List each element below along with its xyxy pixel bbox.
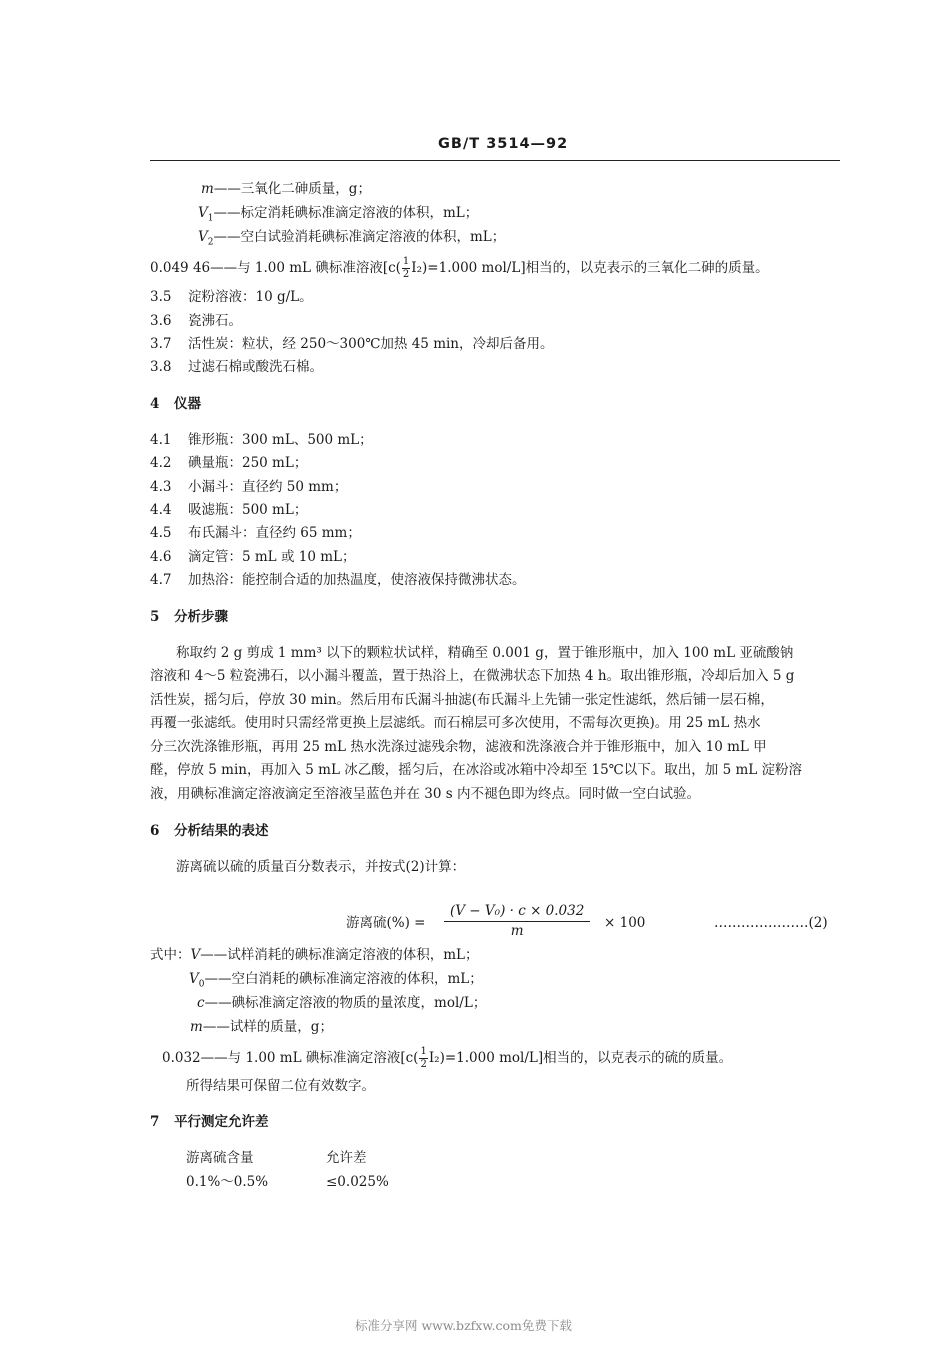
item-number: 4.1: [150, 432, 172, 448]
coefficient-line-2: [162, 1046, 732, 1071]
formula-fraction: [444, 902, 590, 940]
formula-rhs: × 100: [604, 915, 646, 931]
frac-denominator: 2: [420, 1059, 427, 1070]
section-heading-7: [150, 1112, 269, 1132]
var-def-v0: [189, 969, 483, 995]
procedure-line: 再覆一张滤纸。使用时只需经常更换上层滤纸。而石棉层可多次使用，不需每次更换)。用 25 mL 热水: [150, 715, 761, 731]
coef-text-post: I₂)=1.000 mol/L]相当的，以克表示的硫的质量。: [428, 1050, 733, 1066]
instrument-item: [150, 477, 347, 497]
var-desc: ——试样消耗的碘标准滴定溶液的体积，mL；: [200, 947, 479, 963]
item-text: 活性炭：粒状，经 250～300℃加热 45 min，冷却后备用。: [188, 336, 554, 352]
item-text: 瓷沸石。: [188, 313, 242, 329]
var-subscript: 1: [207, 213, 214, 224]
item-number: 4.2: [150, 455, 172, 471]
var-desc: ——空白消耗的碘标准滴定溶液的体积，mL；: [204, 971, 483, 987]
coef-text-pre: 0.032——与 1.00 mL 碘标准滴定溶液[c(: [162, 1050, 419, 1066]
instrument-item: [150, 570, 526, 590]
tolerance-header-content: 游离硫含量: [186, 1150, 254, 1166]
item-text: 小漏斗：直径约 50 mm；: [188, 479, 348, 495]
var-def-m2: [190, 1017, 333, 1037]
instrument-item: [150, 500, 307, 520]
var-symbol: m: [190, 1019, 203, 1035]
var-desc: ——标定消耗碘标准滴定溶液的体积，mL；: [213, 205, 479, 221]
var-symbol: m: [201, 181, 214, 197]
section-title: 分析结果的表述: [174, 823, 269, 839]
item-text: 吸滤瓶：500 mL；: [188, 502, 308, 518]
item-number: 3.7: [150, 336, 172, 352]
var-def-v: [150, 945, 479, 965]
fraction-half: [402, 256, 410, 281]
item-text: 淀粉溶液：10 g/L。: [188, 289, 313, 305]
procedure-line: 称取约 2 g 剪成 1 mm³ 以下的颗粒状试样，精确至 0.001 g，置于锥形瓶中，加入 100 mL 亚硫酸钠: [176, 645, 794, 661]
section-title: 仪器: [174, 396, 201, 412]
formula-denominator: m: [510, 923, 524, 939]
header-rule: [150, 160, 840, 161]
section-number: 7: [150, 1114, 160, 1130]
tolerance-header-allowance: 允许差: [326, 1150, 367, 1166]
reagent-item: [150, 334, 554, 354]
frac-numerator: 1: [402, 256, 410, 267]
var-symbol: c: [197, 995, 205, 1011]
item-text: 布氏漏斗：直径约 65 mm；: [188, 525, 361, 541]
retain-note: 所得结果可保留二位有效数字。: [186, 1078, 375, 1094]
var-desc: ——三氧化二砷质量，g；: [213, 181, 371, 197]
instrument-item: [150, 547, 355, 567]
coef-text-pre: 0.049 46——与 1.00 mL 碘标准溶液[c(: [150, 260, 401, 276]
instrument-item: [150, 523, 361, 543]
section-heading-6: [150, 821, 269, 841]
instrument-item: [150, 453, 307, 473]
item-number: 3.8: [150, 359, 172, 375]
procedure-line: 溶液和 4～5 粒瓷沸石，以小漏斗覆盖，置于热浴上，在微沸状态下加热 4 h。取出锥形瓶，冷却后加入 5 g: [150, 668, 795, 684]
item-number: 4.6: [150, 549, 172, 565]
var-def-c: [197, 993, 486, 1013]
section-number: 6: [150, 823, 160, 839]
section-heading-5: [150, 607, 228, 627]
var-subscript: 0: [198, 979, 205, 990]
section-heading-4: [150, 394, 201, 414]
footer-watermark: 标准分享网 www.bzfxw.com免费下载: [355, 1318, 572, 1333]
formula-numerator: (V − V₀) · c × 0.032: [444, 902, 590, 922]
item-text: 过滤石棉或酸洗石棉。: [188, 359, 323, 375]
procedure-line: 活性炭，摇匀后，停放 30 min。然后用布氏漏斗抽滤(布氏漏斗上先铺一张定性滤纸，然后铺一层石棉，: [150, 692, 774, 708]
var-subscript: 2: [207, 237, 214, 248]
var-symbol: V: [198, 205, 208, 221]
var-desc: ——碘标准滴定溶液的物质的量浓度，mol/L；: [204, 995, 487, 1011]
item-number: 4.5: [150, 525, 172, 541]
var-symbol: V: [189, 971, 199, 987]
var-def-v2: [198, 227, 505, 253]
page-header-title: GB/T 3514—92: [438, 136, 569, 152]
item-number: 4.3: [150, 479, 172, 495]
var-desc: ——试样的质量，g；: [202, 1019, 333, 1035]
item-text: 锥形瓶：300 mL、500 mL；: [188, 432, 373, 448]
item-number: 4.4: [150, 502, 172, 518]
procedure-line: 液，用碘标准滴定溶液滴定至溶液呈蓝色并在 30 s 内不褪色即为终点。同时做一空白试验。: [150, 786, 700, 802]
coefficient-line-1: [150, 256, 769, 281]
fraction-half: [419, 1046, 427, 1071]
procedure-line: 醛，停放 5 min，再加入 5 mL 冰乙酸，摇匀后，在冰浴或冰箱中冷却至 15℃以下。取出，加 5 mL 淀粉溶: [150, 762, 803, 778]
coef-text-post: I₂)=1.000 mol/L]相当的，以克表示的三氧化二砷的质量。: [411, 260, 769, 276]
var-symbol: V: [190, 947, 201, 963]
frac-denominator: 2: [402, 269, 410, 280]
item-number: 3.6: [150, 313, 172, 329]
reagent-item: [150, 311, 242, 331]
equation-number: …………………(2): [714, 915, 828, 931]
tolerance-value-content: 0.1%～0.5%: [186, 1174, 269, 1190]
reagent-item: [150, 357, 323, 377]
formula-lhs: 游离硫(%) =: [346, 915, 426, 931]
item-text: 碘量瓶：250 mL；: [188, 455, 308, 471]
item-text: 加热浴：能控制合适的加热温度，使溶液保持微沸状态。: [188, 572, 526, 588]
section-number: 5: [150, 609, 160, 625]
section-title: 分析步骤: [174, 609, 228, 625]
reagent-item: [150, 287, 313, 307]
var-def-m: [201, 179, 371, 199]
item-number: 4.7: [150, 572, 172, 588]
where-prefix: 式中：: [150, 947, 191, 963]
frac-numerator: 1: [420, 1046, 427, 1057]
var-def-v1: [198, 203, 478, 229]
item-text: 滴定管：5 mL 或 10 mL；: [188, 549, 356, 565]
item-number: 3.5: [150, 289, 172, 305]
procedure-line: 分三次洗涤锥形瓶，再用 25 mL 热水洗涤过滤残余物，滤液和洗涤液合并于锥形瓶中，加入 10 mL 甲: [150, 739, 767, 755]
var-symbol: V: [198, 229, 208, 245]
var-desc: ——空白试验消耗碘标准滴定溶液的体积，mL；: [213, 229, 506, 245]
instrument-item: [150, 430, 373, 450]
section-number: 4: [150, 396, 160, 412]
tolerance-value-allowance: ≤0.025%: [326, 1174, 389, 1190]
result-intro: 游离硫以硫的质量百分数表示，并按式(2)计算：: [176, 859, 466, 875]
section-title: 平行测定允许差: [174, 1114, 269, 1130]
